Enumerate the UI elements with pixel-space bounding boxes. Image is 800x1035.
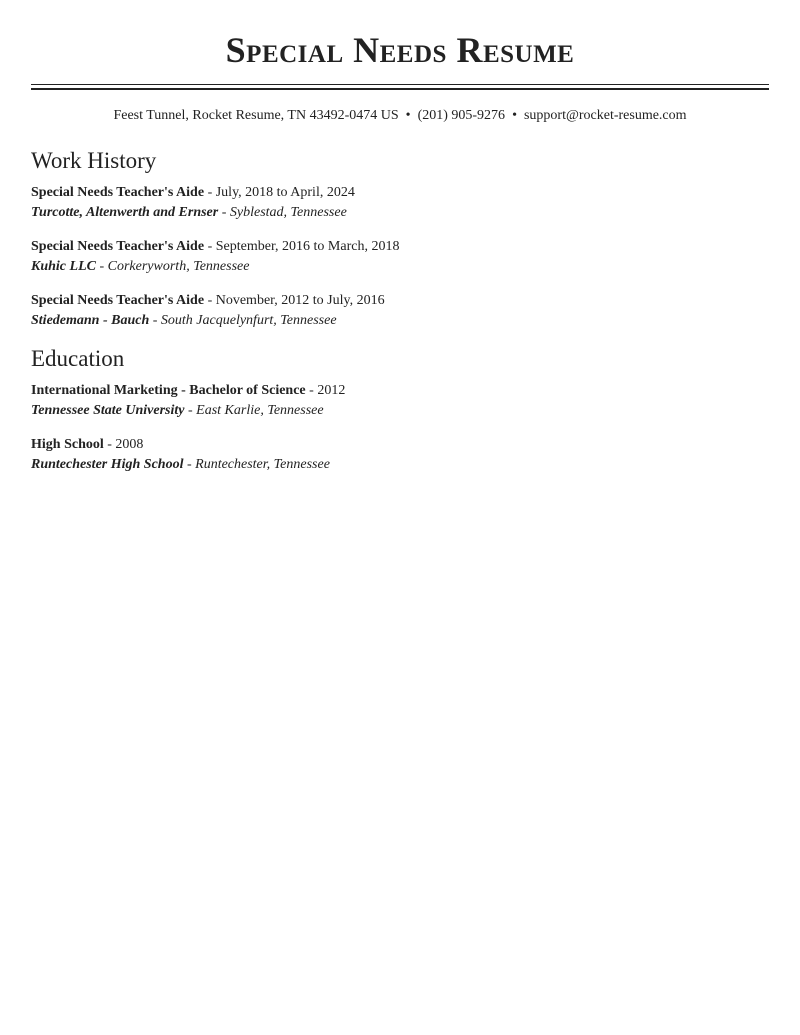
- school-name: Tennessee State University: [31, 403, 185, 418]
- education-entry: High School - 2008 Runtechester High School - Runtechester, Tennessee: [31, 437, 330, 472]
- graduation-year: 2012: [317, 383, 346, 398]
- contact-line: [31, 107, 769, 125]
- school-name: Runtechester High School: [31, 457, 184, 472]
- company-location: Syblestad, Tennessee: [229, 205, 347, 220]
- company-location: Corkeryworth, Tennessee: [107, 259, 250, 274]
- job-dates: September, 2016 to March, 2018: [215, 239, 400, 254]
- title-divider: [31, 84, 769, 90]
- school-location: Runtechester, Tennessee: [195, 457, 330, 472]
- graduation-year: 2008: [115, 437, 144, 452]
- work-entry: Special Needs Teacher's Aide - November, 2012 to July, 2016 Stiedemann - Bauch - South Jacquelynfurt, Tennessee: [31, 293, 385, 328]
- company-name: Kuhic LLC: [31, 259, 96, 274]
- contact-address: Feest Tunnel, Rocket Resume, TN 43492-0474 US: [113, 108, 399, 123]
- work-entry: Special Needs Teacher's Aide - September, 2016 to March, 2018 Kuhic LLC - Corkeryworth, Tennessee: [31, 239, 400, 274]
- company-name: Stiedemann - Bauch: [31, 313, 150, 328]
- job-dates: November, 2012 to July, 2016: [215, 293, 385, 308]
- job-dates: July, 2018 to April, 2024: [215, 185, 355, 200]
- degree-name: High School: [31, 437, 104, 452]
- school-location: East Karlie, Tennessee: [196, 403, 324, 418]
- education-entry: International Marketing - Bachelor of Science - 2012 Tennessee State University - East Karlie, Tennessee: [31, 383, 346, 418]
- contact-email: support@rocket-resume.com: [523, 108, 687, 123]
- education-heading: Education: [31, 346, 125, 371]
- contact-phone: (201) 905-9276: [417, 108, 506, 123]
- degree-name: International Marketing - Bachelor of Science: [31, 383, 306, 398]
- contact-separator: •: [512, 108, 517, 123]
- company-location: South Jacquelynfurt, Tennessee: [160, 313, 337, 328]
- company-name: Turcotte, Altenwerth and Ernser: [31, 205, 219, 220]
- job-title: Special Needs Teacher's Aide: [31, 185, 205, 200]
- work-entry: Special Needs Teacher's Aide - July, 2018 to April, 2024 Turcotte, Altenwerth and Ernser - Syblestad, Tennessee: [31, 185, 355, 220]
- resume-page: [31, 0, 769, 475]
- job-title: Special Needs Teacher's Aide: [31, 293, 205, 308]
- job-title: Special Needs Teacher's Aide: [31, 239, 205, 254]
- work-history-heading: Work History: [31, 148, 157, 173]
- contact-separator: •: [405, 108, 411, 123]
- resume-title: Special Needs Resume: [225, 30, 575, 70]
